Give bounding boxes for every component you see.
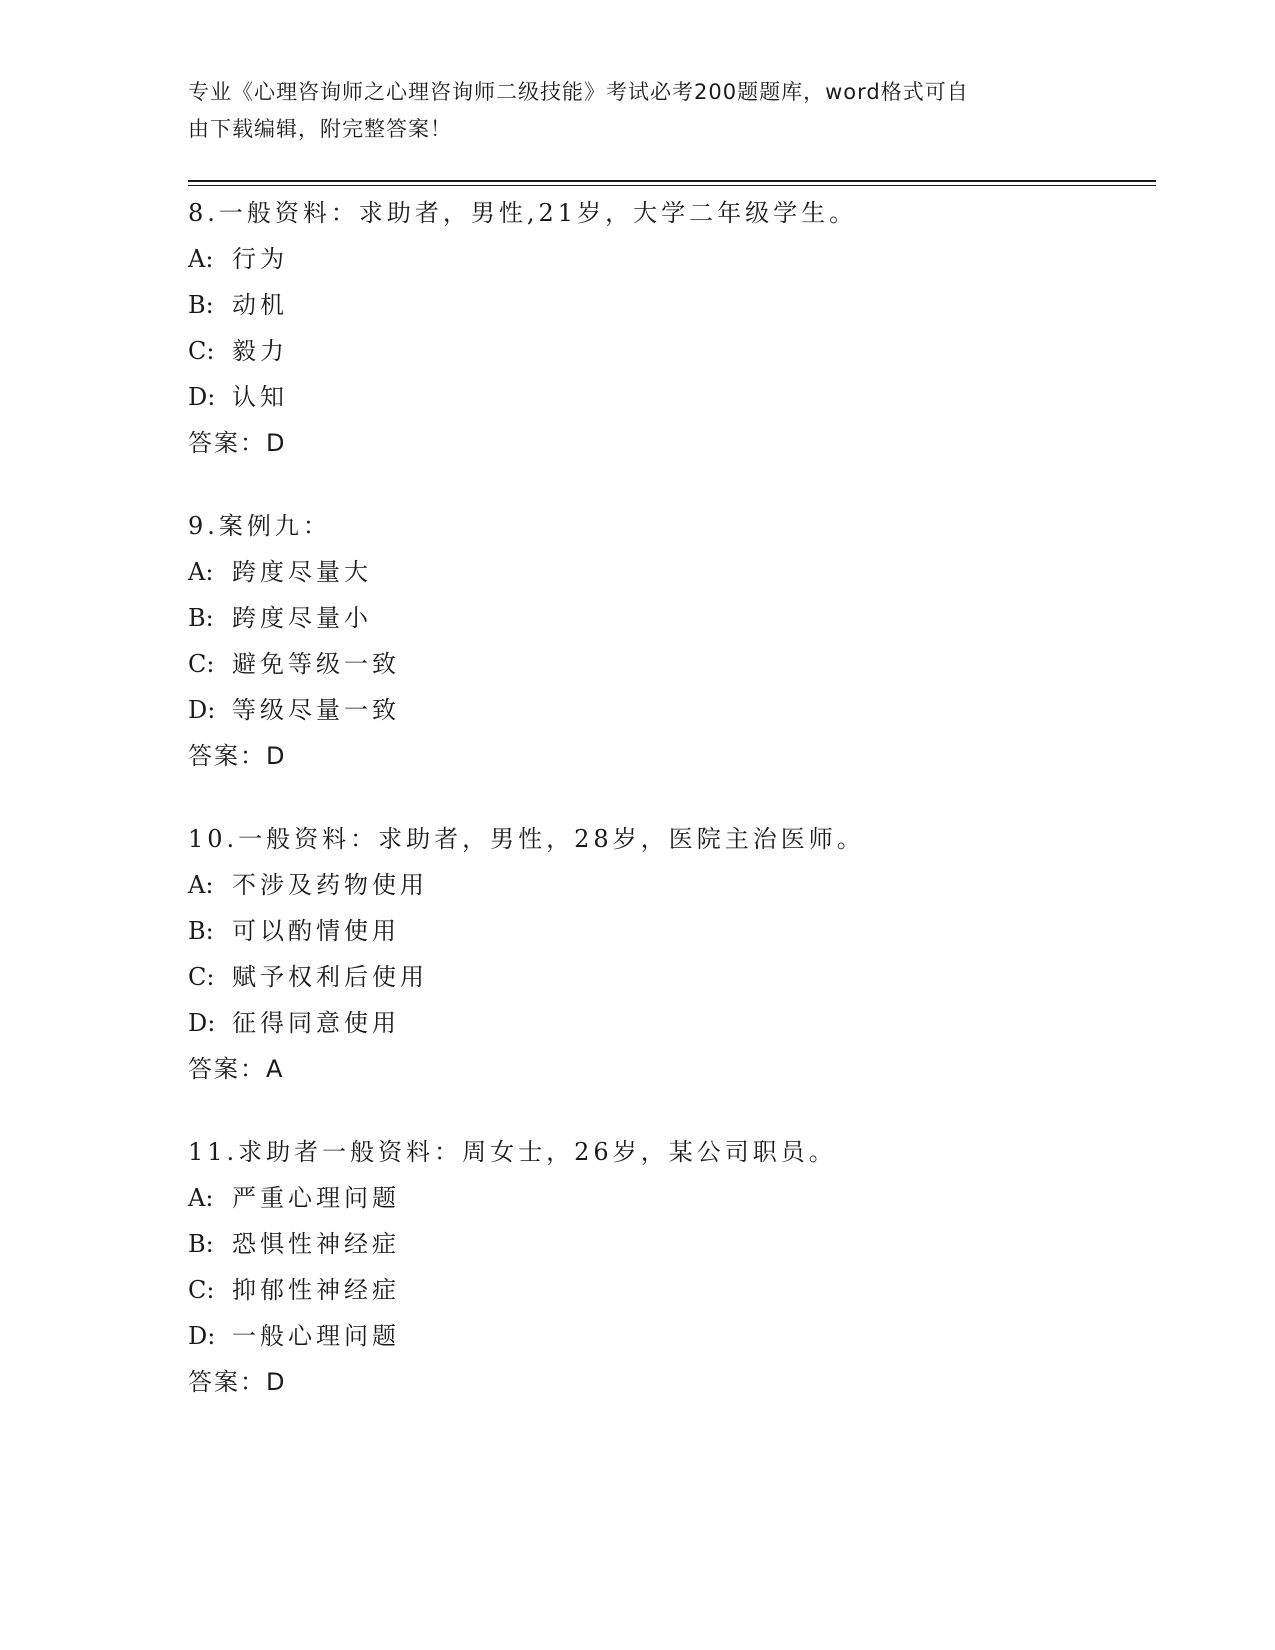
question-10 [188, 816, 1148, 1092]
question-9 [188, 503, 1148, 779]
option-c [188, 954, 1148, 1000]
option-letter: A: [188, 558, 214, 586]
option-b [188, 595, 1148, 641]
option-letter: B: [188, 1230, 214, 1258]
question-list [188, 190, 1148, 1442]
option-text: 可以酌情使用 [232, 917, 400, 945]
option-d [188, 374, 1148, 420]
question-stem: 8.一般资料：求助者，男性,21岁，大学二年级学生。 [188, 199, 858, 227]
option-text: 认知 [232, 383, 288, 411]
option-letter: D: [188, 383, 216, 411]
answer-line: 答案：D [188, 742, 287, 770]
option-b [188, 1221, 1148, 1267]
option-letter: B: [188, 291, 214, 319]
option-text: 恐惧性神经症 [232, 1230, 400, 1258]
answer-line: 答案：A [188, 1055, 285, 1083]
option-text: 行为 [232, 245, 288, 273]
option-a [188, 236, 1148, 282]
option-text: 严重心理问题 [232, 1184, 400, 1212]
option-letter: C: [188, 650, 215, 678]
option-a [188, 862, 1148, 908]
option-text: 征得同意使用 [232, 1009, 400, 1037]
option-letter: A: [188, 871, 214, 899]
option-letter: D: [188, 1009, 216, 1037]
option-letter: A: [188, 1184, 214, 1212]
option-letter: A: [188, 245, 214, 273]
option-letter: D: [188, 1322, 216, 1350]
option-letter: C: [188, 337, 215, 365]
question-stem: 11.求助者一般资料：周女士，26岁，某公司职员。 [188, 1138, 837, 1166]
question-11 [188, 1129, 1148, 1405]
question-stem: 9.案例九： [188, 512, 331, 540]
option-letter: C: [188, 963, 215, 991]
option-text: 不涉及药物使用 [232, 871, 428, 899]
option-b [188, 282, 1148, 328]
option-text: 毅力 [232, 337, 288, 365]
answer-line: 答案：D [188, 429, 287, 457]
header-line-1: 专业《心理咨询师之心理咨询师二级技能》考试必考200题题库，word格式可自 [188, 80, 969, 104]
option-d [188, 1313, 1148, 1359]
answer-line: 答案：D [188, 1368, 287, 1396]
option-text: 避免等级一致 [232, 650, 400, 678]
option-a [188, 549, 1148, 595]
question-stem: 10.一般资料：求助者，男性，28岁，医院主治医师。 [188, 825, 865, 853]
option-d [188, 1000, 1148, 1046]
option-text: 跨度尽量小 [232, 604, 372, 632]
option-c [188, 1267, 1148, 1313]
option-text: 跨度尽量大 [232, 558, 372, 586]
option-c [188, 328, 1148, 374]
option-text: 一般心理问题 [232, 1322, 400, 1350]
question-8 [188, 190, 1148, 466]
header-line-2: 由下载编辑，附完整答案！ [188, 117, 452, 141]
option-letter: B: [188, 604, 214, 632]
option-letter: B: [188, 917, 214, 945]
header-divider-thick [188, 180, 1156, 182]
option-text: 等级尽量一致 [232, 696, 400, 724]
option-text: 抑郁性神经症 [232, 1276, 400, 1304]
option-text: 赋予权利后使用 [232, 963, 428, 991]
document-header [188, 74, 1078, 148]
header-divider-thin [188, 185, 1156, 186]
option-letter: C: [188, 1276, 215, 1304]
option-d [188, 687, 1148, 733]
option-c [188, 641, 1148, 687]
option-b [188, 908, 1148, 954]
option-text: 动机 [232, 291, 288, 319]
option-letter: D: [188, 696, 216, 724]
option-a [188, 1175, 1148, 1221]
